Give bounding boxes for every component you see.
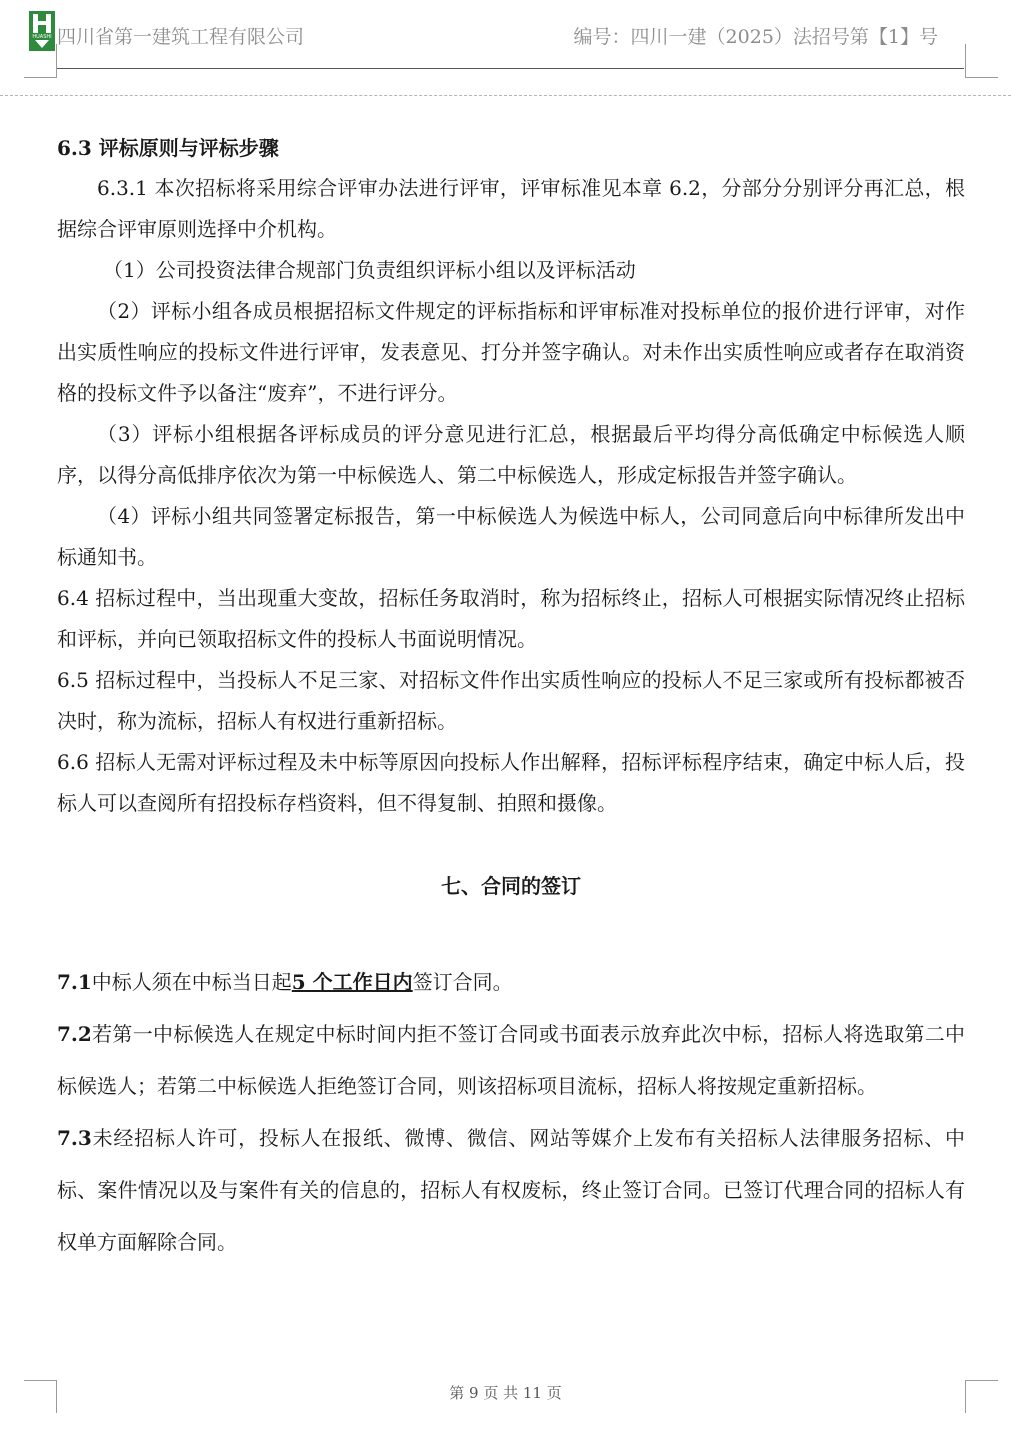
list-item-2: （2）评标小组各成员根据招标文件规定的评标指标和评审标准对投标单位的报价进行评审，对作出实质性响应的投标文件进行评审，发表意见、打分并签字确认。对未作出实质性响应或者存在取消资格的投标文件予以备注“废弃”，不进行评分。 [57,299,965,405]
deadline-highlight: 5 个工作日内 [291,970,413,994]
clause-number: 7.1 [57,970,92,994]
logo-h-mark-icon [29,11,55,51]
crop-mark-top-right-v [965,44,966,77]
paragraph-6-4: 6.4 招标过程中，当出现重大变故，招标任务取消时，称为招标终止，招标人可根据实际情况终止招标和评标，并向已领取招标文件的投标人书面说明情况。 [57,586,965,651]
paragraph-7-3 [57,1112,965,1268]
clause-number: 7.3 [57,1126,92,1150]
header-document-number: 编号：四川一建（2025）法招号第【1】号 [573,26,938,48]
list-item-3: （3）评标小组根据各评标成员的评分意见进行汇总，根据最后平均得分高低确定中标候选人顺序，以得分高低排序依次为第一中标候选人、第二中标候选人，形成定标报告并签字确认。 [57,422,965,487]
list-item-1: （1）公司投资法律合规部门负责组织评标小组以及评标活动 [103,258,636,282]
header-company-name: 四川省第一建筑工程有限公司 [57,26,305,48]
paragraph-6-3-1: 6.3.1 本次招标将采用综合评审办法进行评审，评审标准见本章 6.2，分部分分别评分再汇总，根据综合评审原则选择中介机构。 [57,176,965,241]
body-section-6 [57,128,965,824]
clause-number: 7.2 [57,1022,92,1046]
page-break-dashed-line [0,95,1011,96]
clause-text-end: 签订合同。 [412,970,513,994]
section-6-3-heading: 6.3 评标原则与评标步骤 [57,136,279,160]
crop-mark-bottom-right-h [965,1380,998,1381]
clause-text: 中标人须在中标当日起 [91,970,292,994]
crop-mark-top-left-h [24,77,57,78]
company-logo [29,11,55,51]
body-section-7 [57,956,965,1268]
logo-text: HUASHI [32,34,52,40]
paragraph-7-2 [57,1008,965,1112]
paragraph-6-6: 6.6 招标人无需对评标过程及未中标等原因向投标人作出解释，招标评标程序结束，确定中标人后，投标人可以查阅所有招投标存档资料，但不得复制、拍照和摄像。 [57,750,965,815]
page-number-footer: 第 9 页 共 11 页 [449,1384,562,1402]
paragraph-7-1 [57,956,965,1008]
header-rule [57,68,964,69]
list-item-4: （4）评标小组共同签署定标报告，第一中标候选人为候选中标人，公司同意后向中标律所发出中标通知书。 [57,504,965,569]
section-7-heading: 七、合同的签订 [441,874,581,898]
clause-text: 若第一中标候选人在规定中标时间内拒不签订合同或书面表示放弃此次中标，招标人将选取第二中标候选人；若第二中标候选人拒绝签订合同，则该招标项目流标，招标人将按规定重新招标。 [57,1022,965,1098]
clause-text: 未经招标人许可，投标人在报纸、微博、微信、网站等媒介上发布有关招标人法律服务招标、中标、案件情况以及与案件有关的信息的，招标人有权废标，终止签订合同。已签订代理合同的招标人有权单方面解除合同。 [57,1126,965,1254]
crop-mark-bottom-left-h [24,1380,57,1381]
crop-mark-top-right-h [965,77,998,78]
paragraph-6-5: 6.5 招标过程中，当投标人不足三家、对招标文件作出实质性响应的投标人不足三家或所有投标都被否决时，称为流标，招标人有权进行重新招标。 [57,668,965,733]
